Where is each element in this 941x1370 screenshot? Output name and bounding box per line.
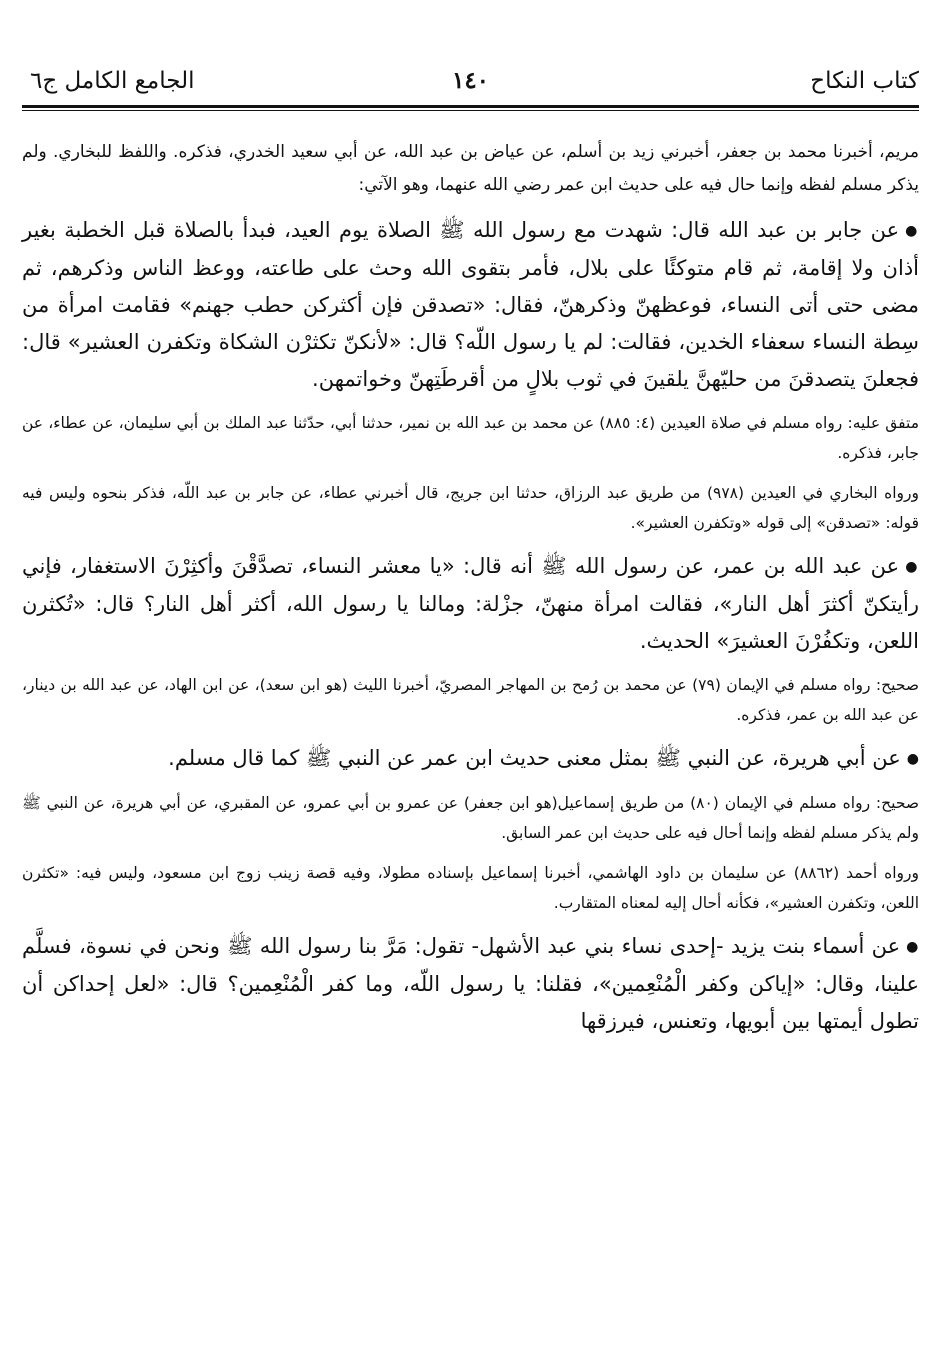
intro-paragraph <box>22 136 919 202</box>
bullet-icon: ● <box>905 559 920 575</box>
takhrij-text: ورواه أحمد (٨٨٦٢) عن سليمان بن داود الهاشمي، أخبرنا إسماعيل بإسناده مطولا، وفيه قصة زينب زوج ابن مسعود، وليس فيه: «تكثرن اللعن، وتكفرن العشير»، فكأنه أحال إليه لمعناه المتقارب. <box>22 864 919 912</box>
book-page <box>22 0 919 1370</box>
takhrij-paragraph <box>22 858 919 918</box>
takhrij-text: متفق عليه: رواه مسلم في صلاة العيدين (٤: ٨٨٥) عن محمد بن عبد الله بن نمير، حدثنا أبي، حدّثنا عبد الملك بن أبي سليمان، عن عطاء، عن جابر، فذكره. <box>22 414 920 462</box>
page-number: ١٤٠ <box>451 67 490 94</box>
hadith-text: عن أسماء بنت يزيد -إحدى نساء بني عبد الأشهل- تقول: مَرَّ بنا رسول الله ﷺ ونحن في نسوة، فسلَّم علينا، وقال: «إياكن وكفر الْمُنْعِمين»، فقلنا: يا رسول اللّه، وما كفر الْمُنْعِمين؟ قال: «لعل إحداكن أن تطول أيمتها بين أبويها، وتعنس، فيرزقها <box>22 934 919 1033</box>
hadith-paragraph <box>22 928 919 1040</box>
hadith-text: عن أبي هريرة، عن النبي ﷺ بمثل معنى حديث ابن عمر عن النبي ﷺ كما قال مسلم. <box>168 746 901 770</box>
bullet-icon: ● <box>906 939 919 955</box>
bullet-icon: ● <box>905 223 919 239</box>
hadith-text: عن عبد الله بن عمر، عن رسول الله ﷺ أنه قال: «يا معشر النساء، تصدَّقْنَ وأكثِرْنَ الاستغفار، فإني رأيتكنّ أكثرَ أهل النار»، فقالت امرأة منهنّ، جزْلة: ومالنا يا رسول الله، أكثر أهل النار؟ قال: «تُكثرن اللعن، وتكفُرْنَ العشيرَ» الحديث. <box>22 554 919 653</box>
takhrij-paragraph <box>22 478 919 538</box>
header-rule-thick <box>22 105 919 108</box>
chapter-title: كتاب النكاح <box>810 68 919 94</box>
hadith-text: عن جابر بن عبد الله قال: شهدت مع رسول الله ﷺ الصلاة يوم العيد، فبدأ بالصلاة قبل الخطبة بغير أذان ولا إقامة، ثم قام متوكئًا على بلال، فأمر بتقوى الله وحث على طاعته، ووعظ الناس وذكرهم، ثم مضى حتى أتى النساء، فوعظهنّ وذكرهنّ، فقال: «تصدقن فإن أكثركن حطب جهنم» فقامت امرأة من سِطة النساء سعفاء الخدين، فقالت: لم يا رسول اللّه؟ قال: «لأنكنّ تكثرْن الشكاة وتكفرن العشير» قال: فجعلنَ يتصدقنَ من حليّهنَّ يلقينَ في ثوب بلالٍ من أقرطَتِهنّ وخواتمهن. <box>22 218 919 391</box>
book-title: الجامع الكامل ج٦ <box>30 68 195 94</box>
takhrij-paragraph <box>22 670 919 730</box>
hadith-paragraph <box>22 212 919 398</box>
header-rule-thin <box>22 110 919 111</box>
takhrij-text: صحيح: رواه مسلم في الإيمان (٧٩) عن محمد بن رُمح بن المهاجر المصريّ، أخبرنا الليث (هو ابن سعد)، عن ابن الهاد، عن عبد الله بن دينار، عن عبد الله بن عمر، فذكره. <box>22 676 919 724</box>
hadith-paragraph <box>22 548 919 660</box>
page-header <box>22 0 919 112</box>
takhrij-text: ورواه البخاري في العيدين (٩٧٨) من طريق عبد الرزاق، حدثنا ابن جريج، قال أخبرني عطاء، عن جابر بن عبد اللّه، فذكر بنحوه وليس فيه قوله: «تصدقن» إلى قوله «وتكفرن العشير». <box>22 484 919 532</box>
bullet-icon: ● <box>906 751 919 767</box>
takhrij-paragraph <box>22 408 919 468</box>
takhrij-text: صحيح: رواه مسلم في الإيمان (٨٠) من طريق إسماعيل(هو ابن جعفر) عن عمرو بن أبي عمرو، عن المقبري، عن أبي هريرة، عن النبي ﷺ ولم يذكر مسلم لفظه وإنما أحال فيه على حديث ابن عمر السابق. <box>22 794 919 842</box>
intro-text: مريم، أخبرنا محمد بن جعفر، أخبرني زيد بن أسلم، عن عياض بن عبد الله، عن أبي سعيد الخدري، فذكره. واللفظ للبخاري. ولم يذكر مسلم لفظه وإنما حال فيه على حديث ابن عمر رضي الله عنهما، وهو الآتي: <box>22 142 919 195</box>
takhrij-paragraph <box>22 788 919 848</box>
hadith-paragraph <box>22 740 919 778</box>
page-body <box>22 136 919 1050</box>
